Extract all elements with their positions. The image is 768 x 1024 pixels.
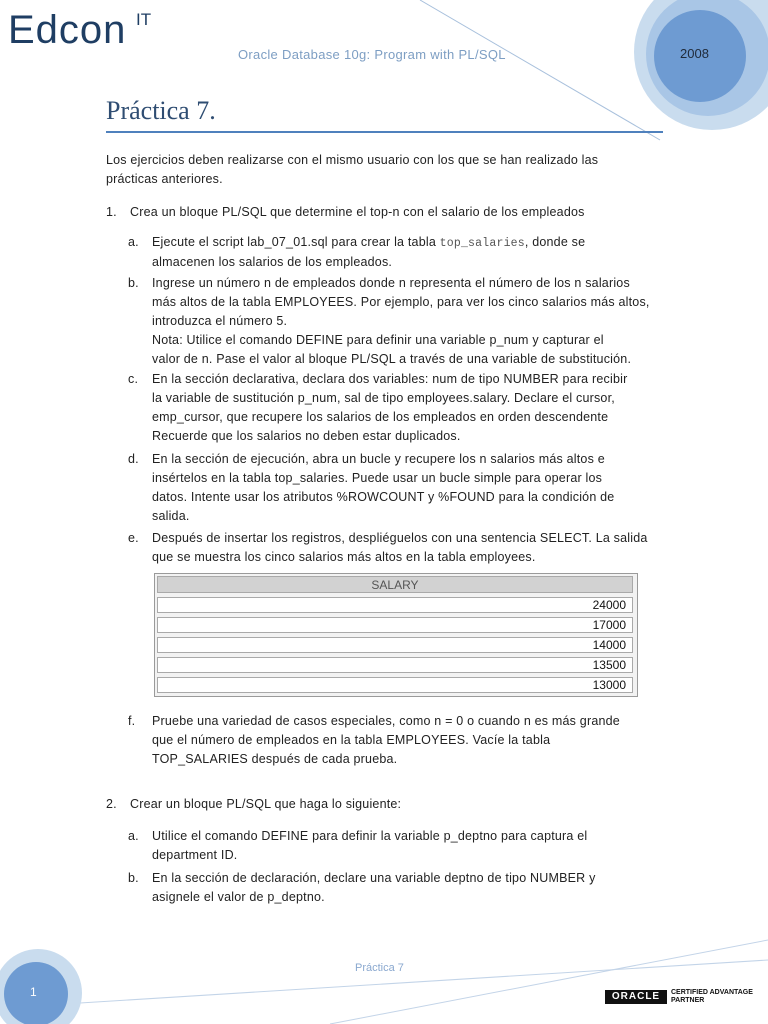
item-1d-line: En la sección de ejecución, abra un bucle y recupere los n salarios más altos e [152,452,605,466]
section-1-number: 1. [106,205,117,219]
page-heading: Práctica 7. [106,96,216,125]
text-span: Ejecute el script lab_07_01.sql para crear la tabla [152,235,440,249]
item-1f-line: TOP_SALARIES después de cada prueba. [152,752,398,766]
item-1e-text [152,529,648,567]
item-1d-text [152,450,614,526]
item-1a-line: almacenen los salarios de los empleados. [152,255,393,269]
item-1e-line: Después de insertar los registros, despliéguelos con una sentencia SELECT. La salida [152,531,648,545]
item-1b-line: introduzca el número 5. [152,314,288,328]
item-1a-text [152,233,585,272]
edcon-logo-superscript: IT [136,10,152,29]
item-1e-line: que se muestra los cinco salarios más altos en la tabla employees. [152,550,536,564]
item-2b-text [152,869,596,907]
code-top-salaries: top_salaries [439,237,525,250]
document-title: Oracle Database 10g: Program with PL/SQL [238,47,506,62]
item-1a-label: a. [128,235,139,249]
salary-table [154,573,638,697]
item-1b-line: Nota: Utilice el comando DEFINE para definir una variable p_num y capturar el [152,333,604,347]
item-1f-line: que el número de empleados en la tabla EMPLOYEES. Vacíe la tabla [152,733,551,747]
item-1d-line: insértelos en la tabla top_salaries. Puede usar un bucle simple para operar los [152,471,603,485]
section-2-title: Crear un bloque PL/SQL que haga lo siguiente: [130,797,402,811]
item-1a-line [152,233,585,253]
section-2-number: 2. [106,797,117,811]
heading-rule [106,131,663,133]
item-2a-line: department ID. [152,848,238,862]
item-1d-line: salida. [152,509,190,523]
section-1-title: Crea un bloque PL/SQL que determine el top-n con el salario de los empleados [130,205,585,219]
text-span: , donde se [524,235,586,249]
item-1c-label: c. [128,372,139,386]
header-diagonal-line [420,0,660,140]
footer-line-2 [330,940,768,1024]
item-1c-line: emp_cursor, que recupere los salarios de los empleados en orden descendente [152,410,609,424]
item-1d-label: d. [128,452,139,466]
item-1d-line: datos. Intente usar los atributos %ROWCOUNT y %FOUND para la condición de [152,490,615,504]
item-2b-label: b. [128,871,139,885]
salary-row: 13000 [157,677,633,693]
oracle-logo: ORACLE [605,990,667,1004]
item-1f-text [152,712,620,769]
item-1c-text [152,370,627,446]
item-1b-text [152,274,650,369]
item-1c-line: En la sección declarativa, declara dos variables: num de tipo NUMBER para recibir [152,372,628,386]
item-1b-line: Ingrese un número n de empleados donde n representa el número de los n salarios [152,276,630,290]
item-1c-line: Recuerde que los salarios no deben estar duplicados. [152,429,461,443]
item-1b-line: más altos de la tabla EMPLOYEES. Por ejemplo, para ver los cinco salarios más altos, [152,295,650,309]
certified-line: CERTIFIED ADVANTAGE [671,989,753,996]
intro-paragraph [106,151,598,189]
certified-line: PARTNER [671,997,705,1004]
edcon-logo: Edcon [8,8,127,52]
item-2b-line: asignele el valor de p_deptno. [152,890,325,904]
item-2b-line: En la sección de declaración, declare una variable deptno de tipo NUMBER y [152,871,596,885]
salary-column-header: SALARY [157,576,633,593]
certified-partner-text [671,989,753,1005]
salary-row: 24000 [157,597,633,613]
intro-line: Los ejercicios deben realizarse con el mismo usuario con los que se han realizado las [106,153,599,167]
item-2a-label: a. [128,829,139,843]
item-1e-label: e. [128,531,139,545]
item-1b-label: b. [128,276,139,290]
item-1b-line: valor de n. Pase el valor al bloque PL/SQL a través de una variable de substitución. [152,352,632,366]
salary-row: 14000 [157,637,633,653]
document-year: 2008 [680,46,709,61]
footer-practice-label: Práctica 7 [355,962,404,974]
salary-row: 13500 [157,657,633,673]
page-number: 1 [30,985,37,999]
item-2a-text [152,827,587,865]
item-1c-line: la variable de sustitución p_num, sal de tipo employees.salary. Declare el cursor, [152,391,615,405]
item-1f-line: Pruebe una variedad de casos especiales, como n = 0 o cuando n es más grande [152,714,620,728]
intro-line: prácticas anteriores. [106,172,223,186]
salary-row: 17000 [157,617,633,633]
item-1f-label: f. [128,714,136,728]
item-2a-line: Utilice el comando DEFINE para definir la variable p_deptno para captura el [152,829,588,843]
